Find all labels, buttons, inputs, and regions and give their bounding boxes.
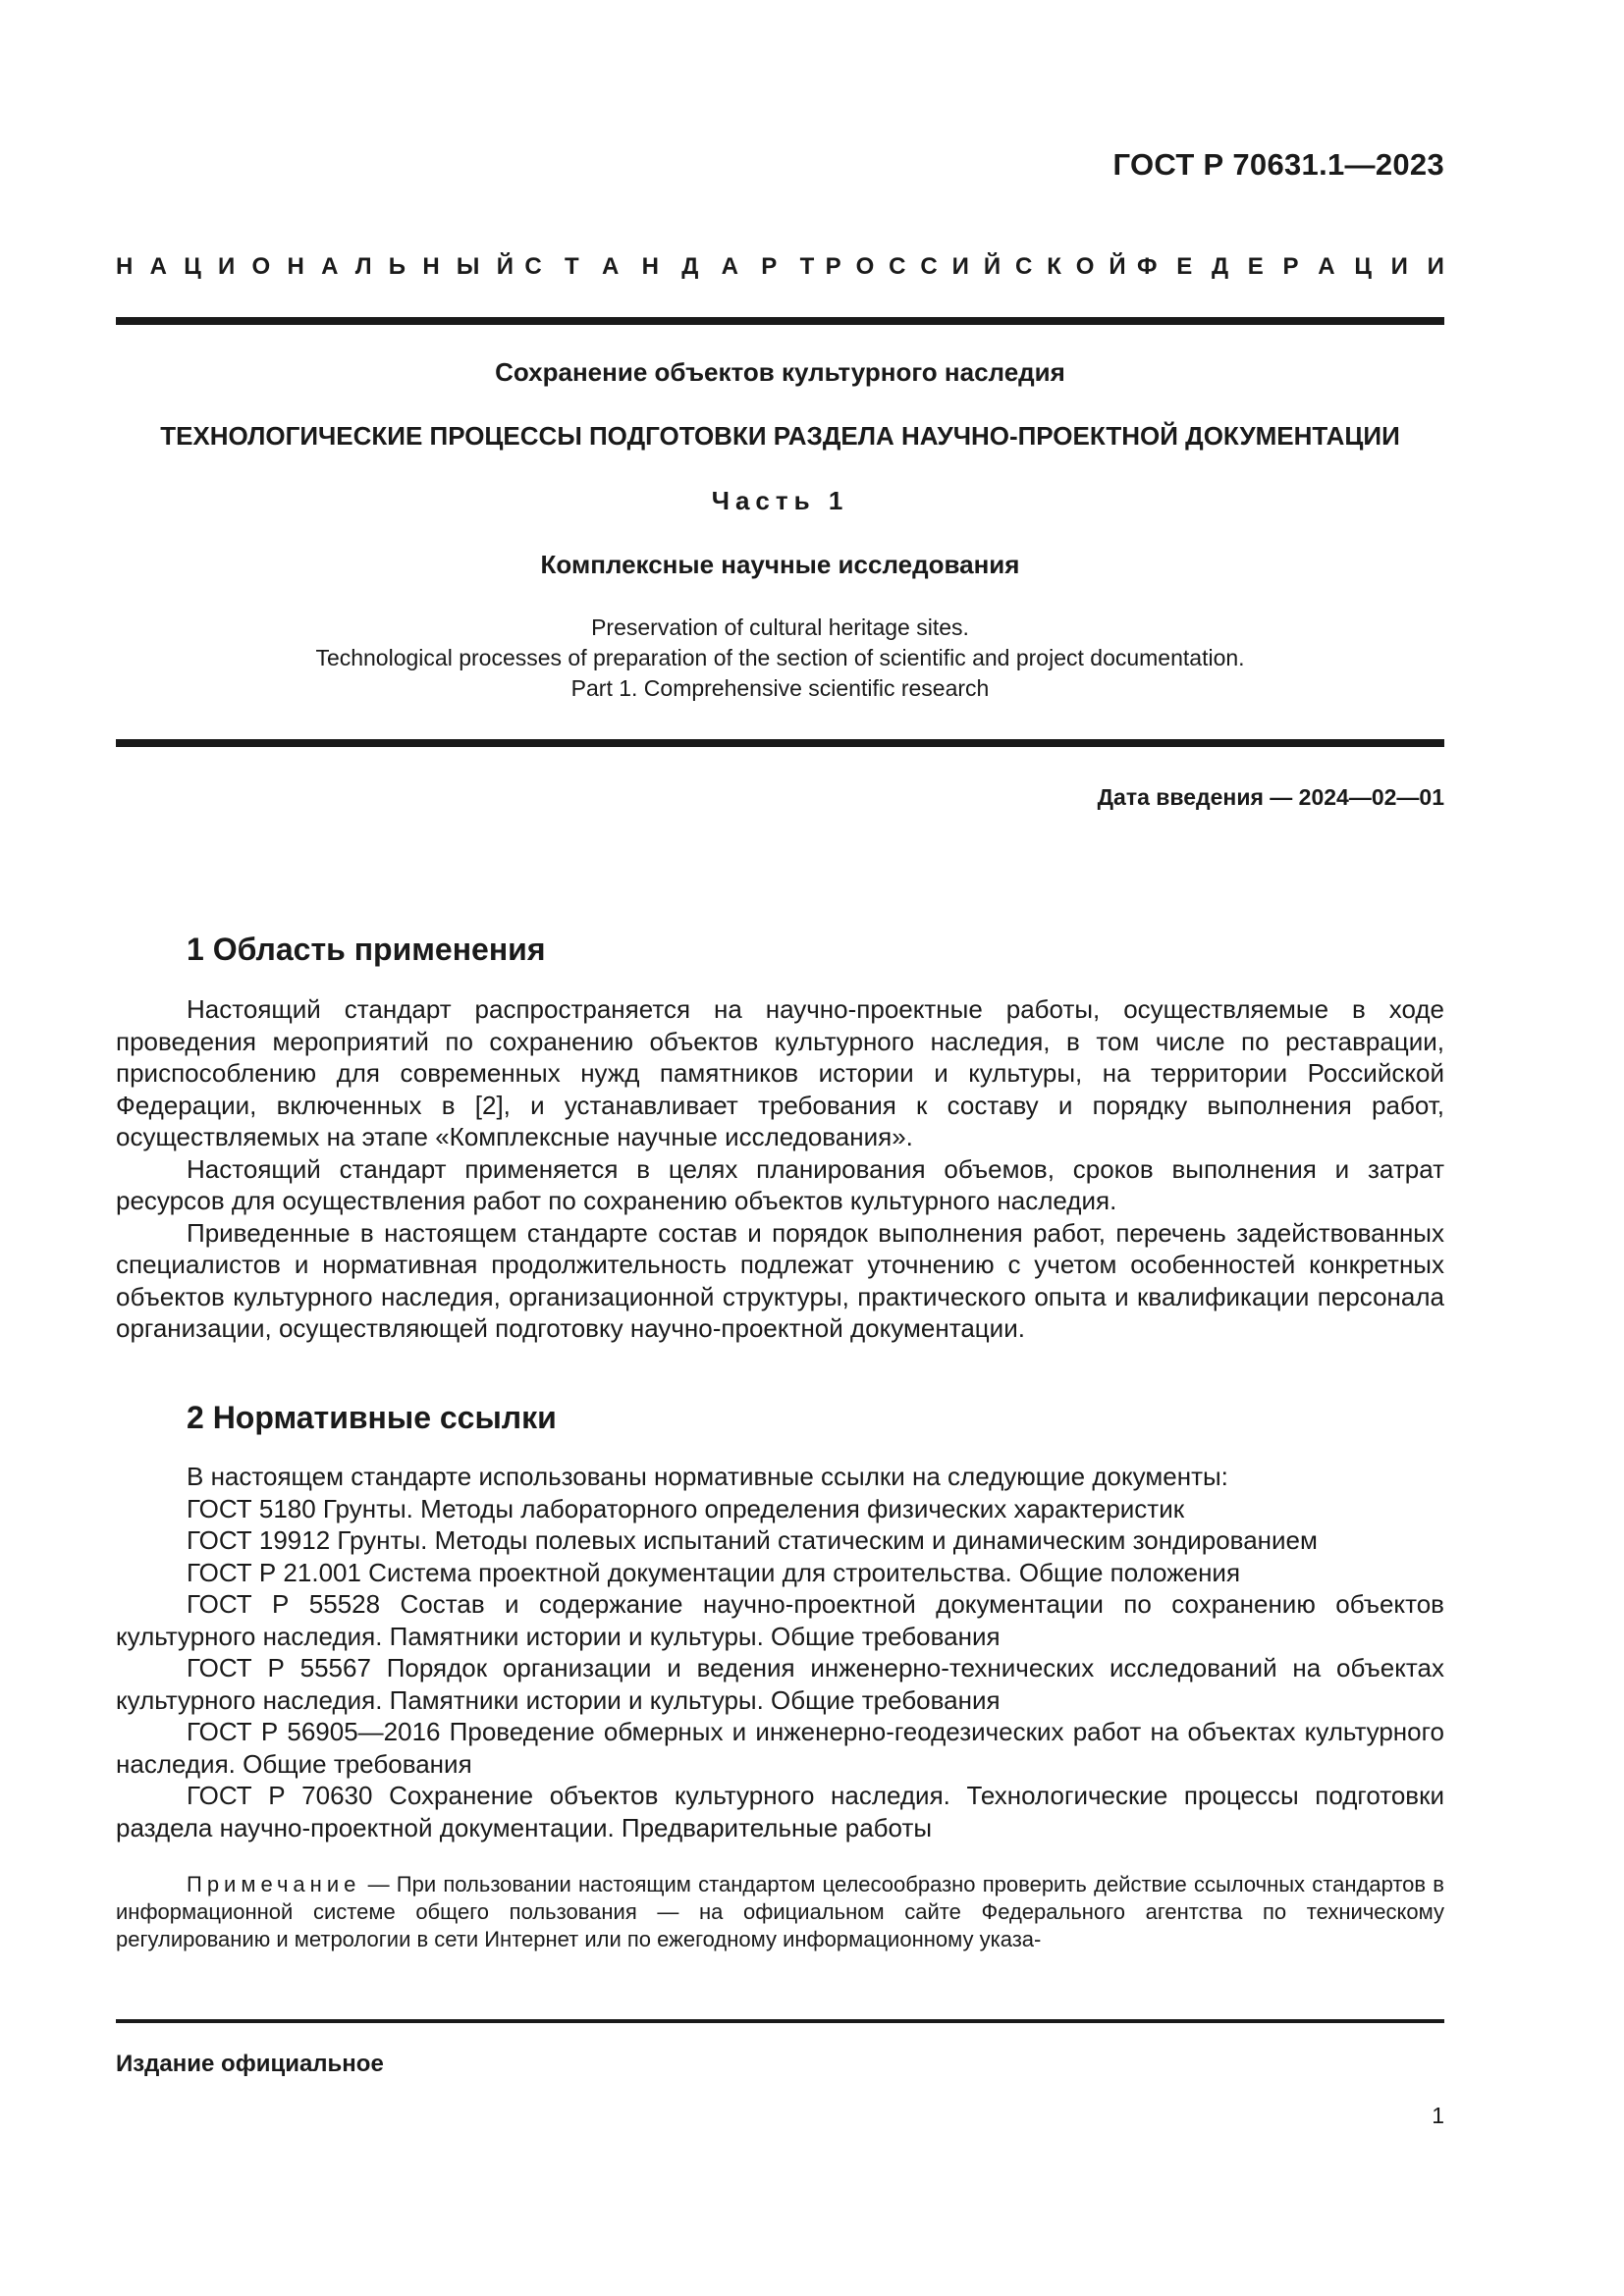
introduction-date: Дата введения — 2024—02—01 xyxy=(1097,784,1444,810)
english-title-line: Preservation of cultural heritage sites. xyxy=(591,614,969,640)
part-label: Часть 1 xyxy=(711,486,849,515)
english-title xyxy=(116,613,1444,704)
reference-item: ГОСТ Р 55528 Состав и содержание научно-проектной документации по сохранению объектов культурного наследия. Памятники истории и культуры. Общие требования xyxy=(116,1589,1444,1651)
section-heading-scope: 1 Область применения xyxy=(187,932,546,967)
reference-item: ГОСТ Р 21.001 Система проектной документации для строительства. Общие положения xyxy=(187,1557,1241,1587)
gost-number: ГОСТ Р 70631.1—2023 xyxy=(1112,147,1444,182)
note-label: Примечание xyxy=(187,1872,361,1896)
title-divider xyxy=(116,739,1444,747)
part-title: Комплексные научные исследования xyxy=(540,550,1020,579)
section-body-references xyxy=(116,1461,1444,1843)
national-standard-word: Н А Ц И О Н А Л Ь Н Ы Й xyxy=(116,253,514,280)
paragraph: Настоящий стандарт распространяется на научно-проектные работы, осуществляемые в ходе проведения мероприятий по сохранению объектов культурного наследия, в том числе по реставрации, приспособлению для современных нужд памятников истории и культуры, на территории Российской Федерации, включенных в [2], и устанавливает требования к составу и порядку выполнения работ, осуществляемых на этапе «Комплексные научные исследования». xyxy=(116,994,1444,1151)
top-divider xyxy=(116,317,1444,325)
national-standard-word: С Т А Н Д А Р Т xyxy=(524,253,815,280)
national-standard-word: Ф Е Д Е Р А Ц И И xyxy=(1136,253,1444,280)
section-heading-references: 2 Нормативные ссылки xyxy=(187,1400,557,1435)
section-body-scope xyxy=(116,993,1444,1345)
english-title-line: Technological processes of preparation of the section of scientific and project documentation. xyxy=(315,645,1245,670)
official-edition-label: Издание официальное xyxy=(116,2051,384,2077)
reference-item: ГОСТ Р 56905—2016 Проведение обмерных и инженерно-геодезических работ на объектах культурного наследия. Общие требования xyxy=(116,1717,1444,1779)
paragraph: В настоящем стандарте использованы нормативные ссылки на следующие документы: xyxy=(187,1462,1228,1491)
footer-divider xyxy=(116,2019,1444,2023)
reference-item: ГОСТ Р 55567 Порядок организации и ведения инженерно-технических исследований на объектах культурного наследия. Памятники истории и культуры. Общие требования xyxy=(116,1653,1444,1715)
note xyxy=(116,1871,1444,1953)
reference-item: ГОСТ 5180 Грунты. Методы лабораторного определения физических характеристик xyxy=(187,1493,1185,1523)
page-number: 1 xyxy=(1432,2103,1444,2128)
english-title-line: Part 1. Comprehensive scientific research xyxy=(570,675,990,701)
national-standard-heading xyxy=(116,253,1444,281)
reference-item: ГОСТ Р 70630 Сохранение объектов культурного наследия. Технологические процессы подготовки раздела научно-проектной документации. Предварительные работы xyxy=(116,1781,1444,1842)
document-subtitle: Сохранение объектов культурного наследия xyxy=(495,357,1065,387)
paragraph: Приведенные в настоящем стандарте состав и порядок выполнения работ, перечень задействованных специалистов и нормативная продолжительность подлежат уточнению с учетом особенностей конкретных объектов культурного наследия, организационной структуры, практического опыта и квалификации персонала организации, осуществляющей подготовку научно-проектной документации. xyxy=(116,1217,1444,1343)
reference-item: ГОСТ 19912 Грунты. Методы полевых испытаний статическим и динамическим зондированием xyxy=(187,1525,1318,1555)
paragraph: Настоящий стандарт применяется в целях планирования объемов, сроков выполнения и затрат ресурсов для осуществления работ по сохранению объектов культурного наследия. xyxy=(116,1153,1444,1215)
document-title: ТЕХНОЛОГИЧЕСКИЕ ПРОЦЕССЫ ПОДГОТОВКИ РАЗДЕЛА НАУЧНО-ПРОЕКТНОЙ ДОКУМЕНТАЦИИ xyxy=(160,421,1400,451)
national-standard-word: Р О С С И Й С К О Й xyxy=(825,253,1126,280)
note-text: — При пользовании настоящим стандартом целесообразно проверить действие ссылочных стандартов в информационной системе общего пользования — на официальном сайте Федерального агентства по техническому регулированию и метрологии в сети Интернет или по ежегодному информационному указа- xyxy=(116,1872,1444,1951)
